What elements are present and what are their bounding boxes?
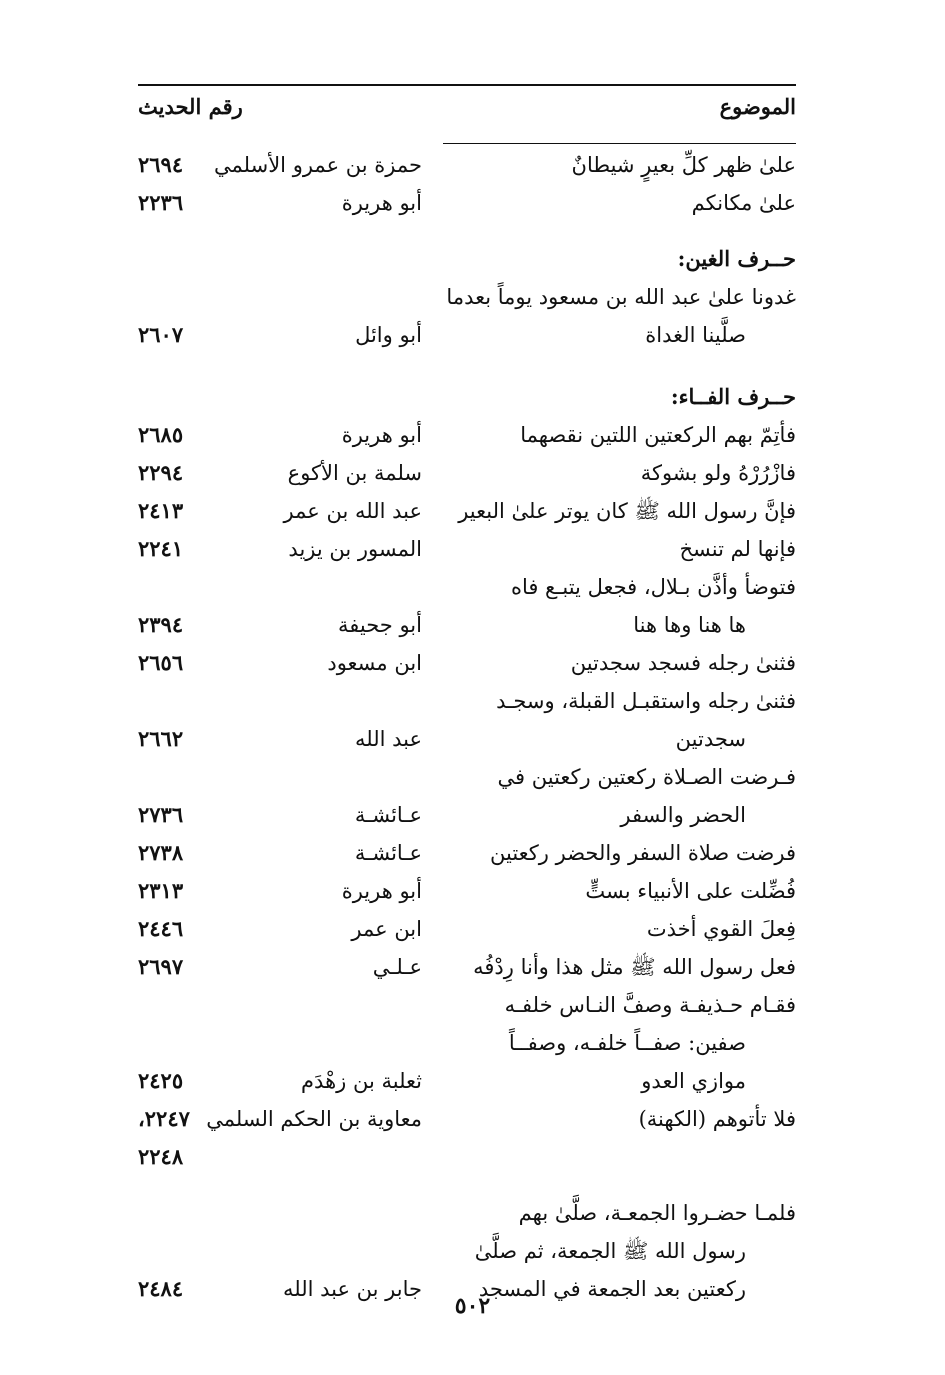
hadith-number: ٢٧٣٨ (138, 840, 184, 865)
narrator-text: معاوية بن الحكم السلمي (206, 1107, 422, 1131)
topic-text: غدونا علىٰ عبد الله بن مسعود يوماً بعدما (446, 285, 796, 309)
topic-text: فأتِمّ بهم الركعتين اللتين نقصهما (520, 423, 796, 447)
hadith-number: ٢٧٣٦ (138, 802, 184, 827)
index-line (138, 986, 796, 1024)
hadith-number: ٢٢٤٧، (138, 1106, 190, 1131)
hadith-number: ٢٤٢٥ (138, 1068, 184, 1093)
narrator-text: عـائشـة (354, 803, 422, 827)
narrator-text: أبو جحيفة (338, 613, 422, 637)
topic-text: صلَّينا الغداة (645, 323, 746, 347)
topic-text: موازي العدو (641, 1069, 746, 1093)
topic-text: فلا تأتوهم (الكهنة) (638, 1107, 796, 1131)
index-line (138, 184, 796, 222)
index-line (138, 530, 796, 568)
hadith-number: ٢٤٤٦ (138, 916, 184, 941)
index-line (138, 416, 796, 454)
topic-text: فثنىٰ رجله واستقبـل القبلة، وسجـد (496, 689, 796, 713)
index-line (138, 568, 796, 606)
letter-heading: حــرف الغين: (677, 246, 796, 271)
topic-text: صفين: صفــاً خلفـه، وصفــاً (508, 1031, 746, 1055)
hadith-number: ٢٦٦٢ (138, 726, 184, 751)
narrator-text: عبد الله بن عمر (283, 499, 422, 523)
narrator-text: عـائشـة (354, 841, 422, 865)
index-line (138, 278, 796, 316)
index-line (138, 1232, 796, 1270)
topic-text: فإنَّ رسول الله ﷺ كان يوتر علىٰ البعير (458, 499, 796, 523)
narrator-text: أبو وائل (355, 323, 422, 347)
hadith-number: ٢٢٩٤ (138, 460, 184, 485)
narrator-text: سلمة بن الأكوع (287, 461, 422, 485)
topic-text: سجدتين (675, 727, 746, 751)
topic-text: فعل رسول الله ﷺ مثل هذا وأنا رِدْفُه (473, 955, 796, 979)
index-line (138, 758, 796, 796)
index-line (138, 910, 796, 948)
topic-text: ركعتين بعد الجمعة في المسجد (478, 1277, 746, 1301)
column-header (138, 92, 796, 132)
topic-text: فلمـا حضـروا الجمعـة، صلَّىٰ بهم (518, 1201, 796, 1225)
topic-text: الحضر والسفر (620, 803, 746, 827)
topic-text: فثنىٰ رجله فسجد سجدتين (570, 651, 796, 675)
hadith-number: ٢٣١٣ (138, 878, 184, 903)
section-heading (138, 378, 796, 416)
index-line (138, 1138, 796, 1176)
hadith-number: ٢٣٩٤ (138, 612, 184, 637)
index-line (138, 872, 796, 910)
index-line (138, 1024, 796, 1062)
index-entries (138, 146, 796, 1308)
spacer (138, 354, 796, 378)
index-line (138, 1100, 796, 1138)
number-column-header: رقم الحديث (138, 94, 243, 119)
topic-text: فرضت صلاة السفر والحضر ركعتين (490, 841, 796, 865)
narrator-text: أبو هريرة (341, 879, 422, 903)
narrator-text: جابر بن عبد الله (282, 1277, 422, 1301)
narrator-text: أبو هريرة (341, 191, 422, 215)
index-line (138, 1062, 796, 1100)
index-line (138, 948, 796, 986)
hadith-number: ٢٢٤٨ (138, 1144, 184, 1169)
narrator-text: ابن عمر (351, 917, 422, 941)
hadith-number: ٢٦٠٧ (138, 322, 184, 347)
topic-text: رسول الله ﷺ الجمعة، ثم صلَّىٰ (474, 1239, 746, 1263)
header-rule (443, 143, 796, 144)
top-rule (138, 84, 796, 86)
section-heading (138, 240, 796, 278)
index-line (138, 834, 796, 872)
index-line (138, 316, 796, 354)
index-line (138, 454, 796, 492)
topic-text: فتوضأ وأذَّن بـلال، فجعل يتبـع فاه (510, 575, 796, 599)
topic-text: ها هنا وها هنا (633, 613, 746, 637)
hadith-number: ٢٦٩٧ (138, 954, 184, 979)
page-number: ٥٠٢ (454, 1293, 491, 1319)
narrator-text: ابن مسعود (327, 651, 422, 675)
narrator-text: ثعلبة بن زهْدَم (301, 1069, 422, 1093)
index-line (138, 682, 796, 720)
narrator-text: المسور بن يزيد (288, 537, 422, 561)
narrator-text: حمزة بن عمرو الأسلمي (214, 153, 422, 177)
index-line (138, 492, 796, 530)
topic-text: علىٰ مكانكم (691, 191, 796, 215)
topic-text: فقـام حـذيفـة وصفَّ النـاس خلفـه (504, 993, 796, 1017)
topic-text: فُضِّلت على الأنبياء بستٍّ (585, 879, 796, 903)
topic-column-header: الموضوع (719, 94, 796, 119)
index-line (138, 1194, 796, 1232)
hadith-number: ٢٦٥٦ (138, 650, 184, 675)
spacer (138, 1176, 796, 1194)
index-line (138, 606, 796, 644)
narrator-text: عـلـي (372, 955, 422, 979)
topic-text: علىٰ ظهر كلِّ بعيرٍ شيطانٌ (571, 153, 796, 177)
hadith-number: ٢٤٨٤ (138, 1276, 184, 1301)
topic-text: فازْرُرْهُ ولو بشوكة (640, 461, 796, 485)
hadith-number: ٢٤١٣ (138, 498, 184, 523)
hadith-number: ٢٢٤١ (138, 536, 184, 561)
topic-text: فـرضت الصـلاة ركعتين ركعتين في (497, 765, 796, 789)
index-line (138, 796, 796, 834)
index-line (138, 720, 796, 758)
letter-heading: حــرف الفــاء: (670, 384, 796, 409)
hadith-number: ٢٦٩٤ (138, 152, 184, 177)
narrator-text: أبو هريرة (341, 423, 422, 447)
topic-text: فإنها لم تنسخ (679, 537, 796, 561)
index-line (138, 146, 796, 184)
hadith-number: ٢٦٨٥ (138, 422, 184, 447)
spacer (138, 222, 796, 240)
hadith-number: ٢٢٣٦ (138, 190, 184, 215)
narrator-text: عبد الله (354, 727, 422, 751)
topic-text: فِعلَ القوي أخذت (646, 917, 796, 941)
index-line (138, 644, 796, 682)
